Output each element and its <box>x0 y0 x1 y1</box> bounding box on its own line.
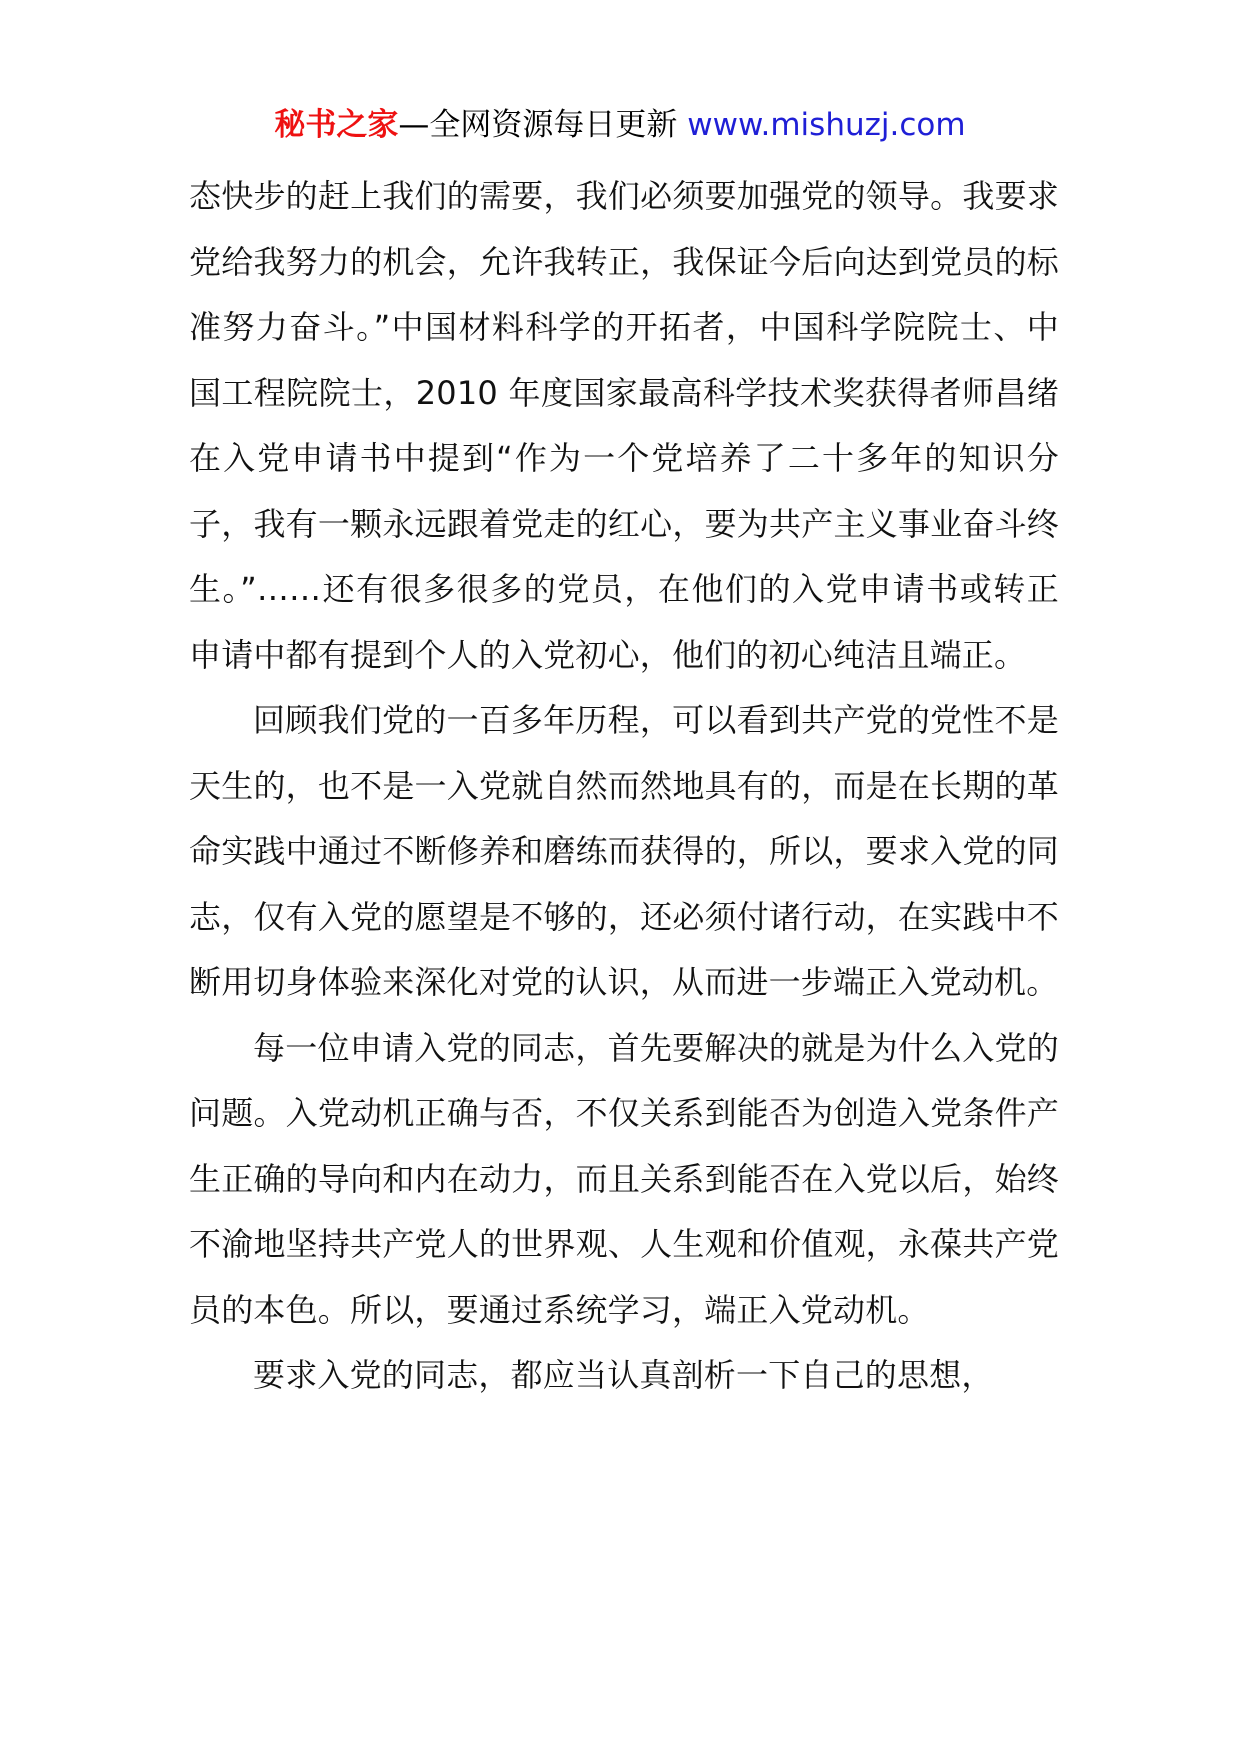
header-slogan: —全网资源每日更新 <box>398 107 678 143</box>
document-body <box>189 164 1059 1409</box>
brand-name: 秘书之家 <box>274 107 399 143</box>
page-header <box>0 100 1240 150</box>
paragraph: 回顾我们党的一百多年历程，可以看到共产党的党性不是天生的，也不是一入党就自然而然地具有的，而是在长期的革命实践中通过不断修养和磨练而获得的，所以，要求入党的同志，仅有入党的愿望是不够的，还必须付诸行动，在实践中不断用切身体验来深化对党的认识，从而进一步端正入党动机。 <box>189 701 1059 1001</box>
paragraph: 每一位申请入党的同志，首先要解决的就是为什么入党的问题。入党动机正确与否，不仅关系到能否为创造入党条件产生正确的导向和内在动力，而且关系到能否在入党以后，始终不渝地坚持共产党人的世界观、人生观和价值观，永葆共产党员的本色。所以，要通过系统学习，端正入党动机。 <box>189 1028 1059 1329</box>
paragraph: 要求入党的同志，都应当认真剖析一下自己的思想， <box>253 1356 994 1394</box>
paragraph-continued: 态快步的赶上我们的需要，我们必须要加强党的领导。我要求党给我努力的机会，允许我转正，我保证今后向达到党员的标准努力奋斗。”中国材料科学的开拓者，中国科学院院士、中国工程院院士，2010 年度国家最高科学技术奖获得者师昌绪在入党申请书中提到“作为一个党培养了二十多年的知识分子，我有一颗永远跟着党走的红心，要为共产主义事业奋斗终生。”……还有很多很多的党员，在他们的入党申请书或转正申请中都有提到个人的入党初心，他们的初心纯洁且端正。 <box>189 177 1059 674</box>
site-url-link[interactable]: www.mishuzj.com <box>687 107 966 143</box>
